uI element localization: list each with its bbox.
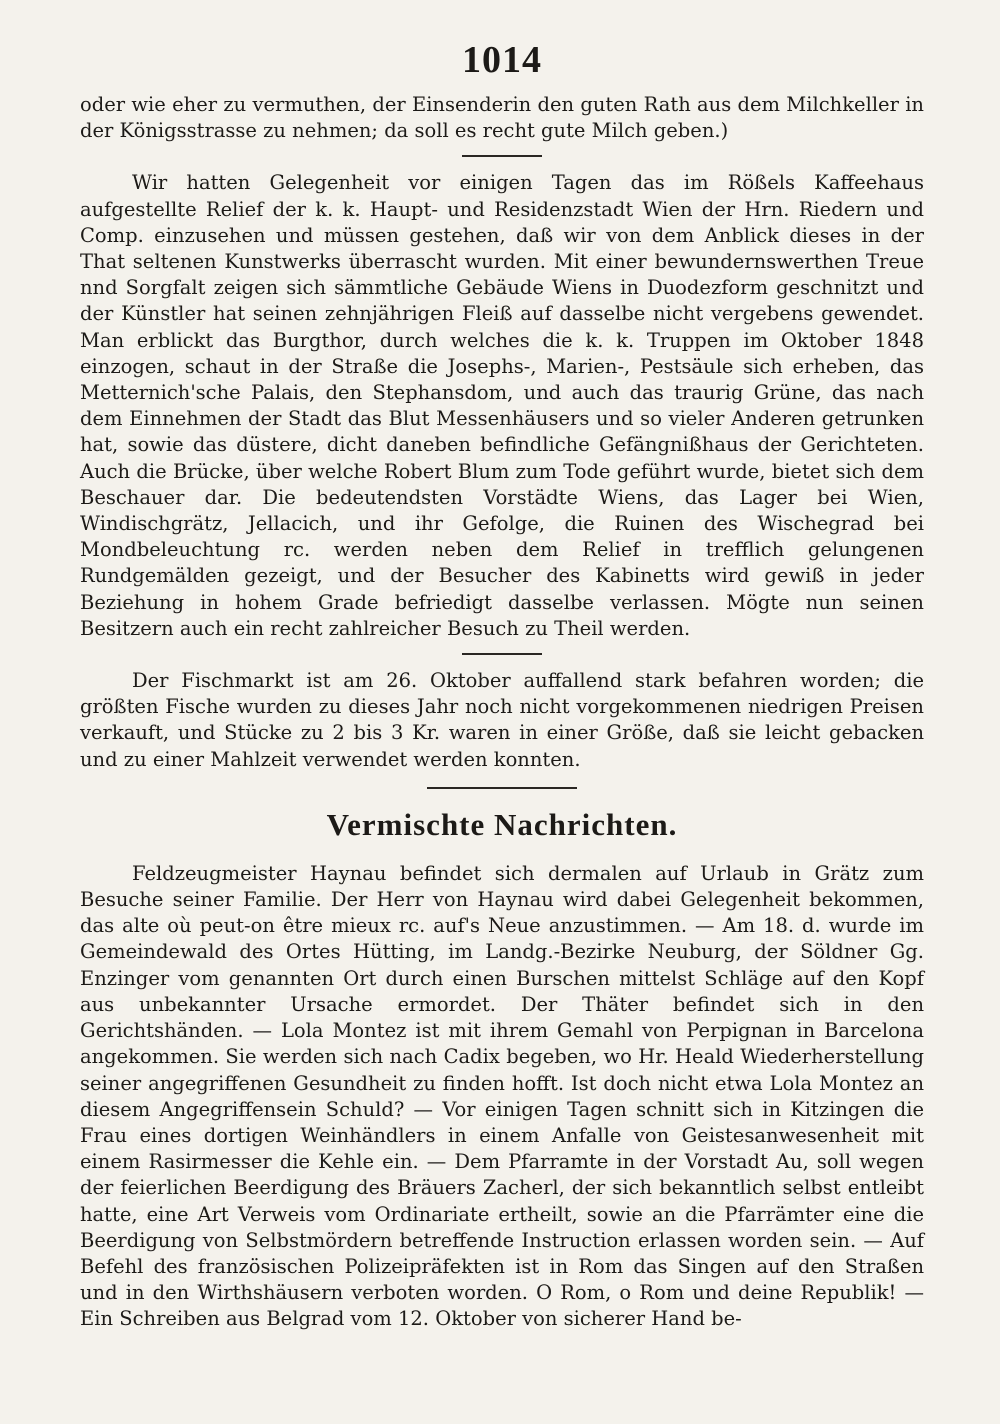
paragraph-fischmarkt: Der Fischmarkt ist am 26. Oktober auffallend stark befahren worden; die größten Fische wurden zu dieses Jahr noch nicht vorgekommenen niedrigen Preisen verkauft, und Stücke zu 2 bis 3 Kr. waren in einer Größe, daß sie leicht gebacken und zu einer Mahlzeit verwendet werden konnten. bbox=[80, 669, 924, 771]
paragraph-vermischte-nachrichten: Feldzeugmeister Haynau befindet sich dermalen auf Urlaub in Grätz zum Besuche seiner Familie. Der Herr von Haynau wird dabei Gelegenheit bekommen, das alte où peut-on être mieux rc. auf's Neue anzustimmen. — Am 18. d. wurde im Gemeindewald des Ortes Hütting, im Landg.-Bezirke Neuburg, der Söldner Gg. Enzinger vom genannten Ort durch einen Burschen mittelst Schläge auf den Kopf aus unbekannter Ursache ermordet. Der Thäter befindet sich in den Gerichtshänden. — Lola Montez ist mit ihrem Gemahl von Perpignan in Barcelona angekommen. Sie werden sich nach Cadix begeben, wo Hr. Heald Wiederherstellung seiner angegriffenen Gesundheit zu finden hofft. Ist doch nicht etwa Lola Montez an diesem Angegriffensein Schuld? — Vor einigen Tagen schnitt sich in Kitzingen die Frau eines dortigen Weinhändlers in einem Anfalle von Geistesanwesenheit mit einem Rasirmesser die Kehle ein. — Dem Pfarramte in der Vorstadt Au, soll wegen der feierlichen Beerdigung des Bräuers Zacherl, der sich bekanntlich selbst entleibt hatte, eine Art Verweis vom Ordinariate ertheilt, sowie an die Pfarrämter eine die Beerdigung von Selbstmördern betreffende Instruction erlassen worden sein. — Auf Befehl des französischen Polizeipräfekten ist in Rom das Singen auf den Straßen und in den Wirthshäusern verboten worden. O Rom, o Rom und deine Republik! — Ein Schreiben aus Belgrad vom 12. Oktober von sicherer Hand be- bbox=[80, 861, 924, 1331]
section-title: Vermischte Nachrichten. bbox=[326, 806, 678, 842]
paragraph-milchkeller: oder wie eher zu vermuthen, der Einsenderin den guten Rath aus dem Milchkeller in der Königsstrasse zu nehmen; da soll es recht gute Milch geben.) bbox=[80, 93, 924, 143]
page-number: 1014 bbox=[462, 39, 542, 81]
divider-rule bbox=[462, 155, 542, 157]
divider-rule bbox=[462, 653, 542, 655]
paragraph-relief-wien: Wir hatten Gelegenheit vor einigen Tagen das im Rößels Kaffeehaus aufgestellte Relief der k. k. Haupt- und Residenzstadt Wien der Hrn. Riedern und Comp. einzusehen und müssen gestehen, daß wir von dem Anblick dieses in der That seltenen Kunstwerks überrascht wurden. Mit einer bewundernswerthen Treue nnd Sorgfalt zeigen sich sämmtliche Gebäude Wiens in Duodezform geschnitzt und der Künstler hat seinen zehnjährigen Fleiß auf dasselbe nicht vergebens gewendet. Man erblickt das Burgthor, durch welches die k. k. Truppen im Oktober 1848 einzogen, schaut in der Straße die Josephs-, Marien-, Pestsäule sich erheben, das Metternich'sche Palais, den Stephansdom, und auch das traurig Grüne, das nach dem Einnehmen der Stadt das Blut Messenhäusers und so vieler Anderen getrunken hat, sowie das düstere, dicht daneben befindliche Gefängnißhaus der Gerichteten. Auch die Brücke, über welche Robert Blum zum Tode geführt wurde, bietet sich dem Beschauer dar. Die bedeutendsten Vorstädte Wiens, das Lager bei Wien, Windischgrätz, Jellacich, und ihr Gefolge, die Ruinen des Wischegrad bei Mondbeleuchtung rc. werden neben dem Relief in trefflich gelungenen Rundgemälden gezeigt, und der Besucher des Kabinetts wird gewiß in jeder Beziehung in hohem Grade befriedigt dasselbe verlassen. Mögte nun seinen Besitzern auch ein recht zahlreicher Besuch zu Theil werden. bbox=[80, 171, 924, 640]
section-divider-rule bbox=[427, 787, 577, 789]
